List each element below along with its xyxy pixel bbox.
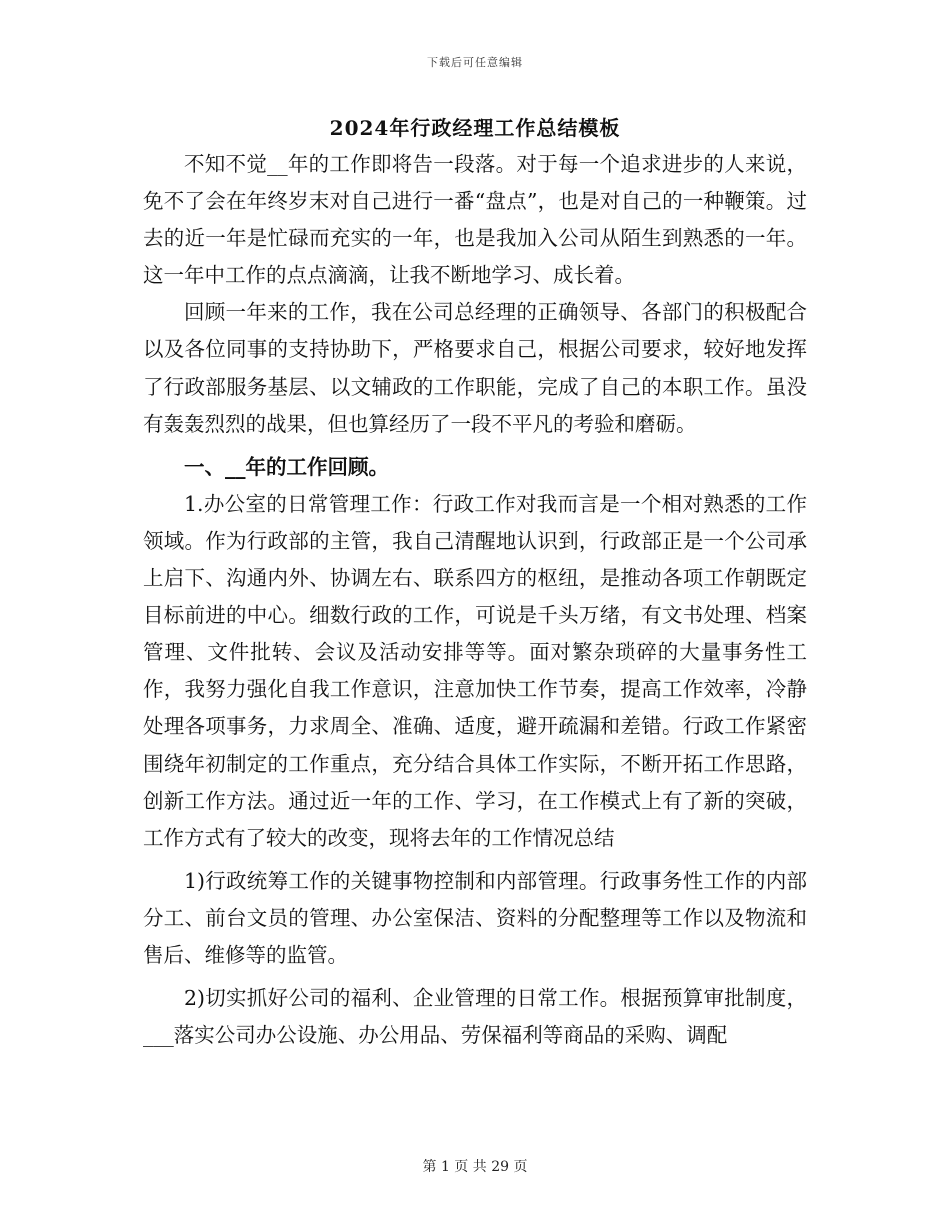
page-header-note: 下载后可任意编辑 — [427, 56, 523, 69]
section-heading: 一、__年的工作回顾。 — [184, 454, 389, 479]
paragraph-item-2: 2)切实抓好公司的福利、企业管理的日常工作。根据预算审批制度，___落实公司办公设施、办公用品、劳保福利等商品的采购、调配 — [143, 986, 807, 1048]
paragraph-review: 回顾一年来的工作，我在公司总经理的正确领导、各部门的积极配合以及各位同事的支持协助下，严格要求自己，根据公司要求，较好地发挥了行政部服务基层、以文辅政的工作职能，完成了自己的本职工作。虽没有轰轰烈烈的战果，但也算经历了一段不平凡的考验和磨砺。 — [143, 300, 807, 436]
page-number-footer: 第 1 页 共 29 页 — [422, 1159, 528, 1175]
paragraph-item-1: 1)行政统筹工作的关键事物控制和内部管理。行政事务性工作的内部分工、前台文员的管理、办公室保洁、资料的分配整理等工作以及物流和售后、维修等的监管。 — [143, 868, 807, 967]
document-title: 2024年行政经理工作总结模板 — [329, 116, 621, 140]
document-body — [143, 146, 807, 1054]
paragraph-intro: 不知不觉__年的工作即将告一段落。对于每一个追求进步的人来说，免不了会在年终岁末对自己进行一番“盘点”，也是对自己的一种鞭策。过去的近一年是忙碌而充实的一年，也是我加入公司从陌生到熟悉的一年。这一年中工作的点点滴滴，让我不断地学习、成长着。 — [143, 152, 807, 288]
paragraph-office-management: 1.办公室的日常管理工作：行政工作对我而言是一个相对熟悉的工作领域。作为行政部的主管，我自己清醒地认识到，行政部正是一个公司承上启下、沟通内外、协调左右、联系四方的枢纽，是推动各项工作朝既定目标前进的中心。细数行政的工作，可说是千头万绪，有文书处理、档案管理、文件批转、会议及活动安排等等。面对繁杂琐碎的大量事务性工作，我努力强化自我工作意识，注意加快工作节奏，提高工作效率，冷静处理各项事务，力求周全、准确、适度，避开疏漏和差错。行政工作紧密围绕年初制定的工作重点，充分结合具体工作实际，不断开拓工作思路，创新工作方法。通过近一年的工作、学习，在工作模式上有了新的突破，工作方式有了较大的改变，现将去年的工作情况总结 — [143, 491, 807, 850]
